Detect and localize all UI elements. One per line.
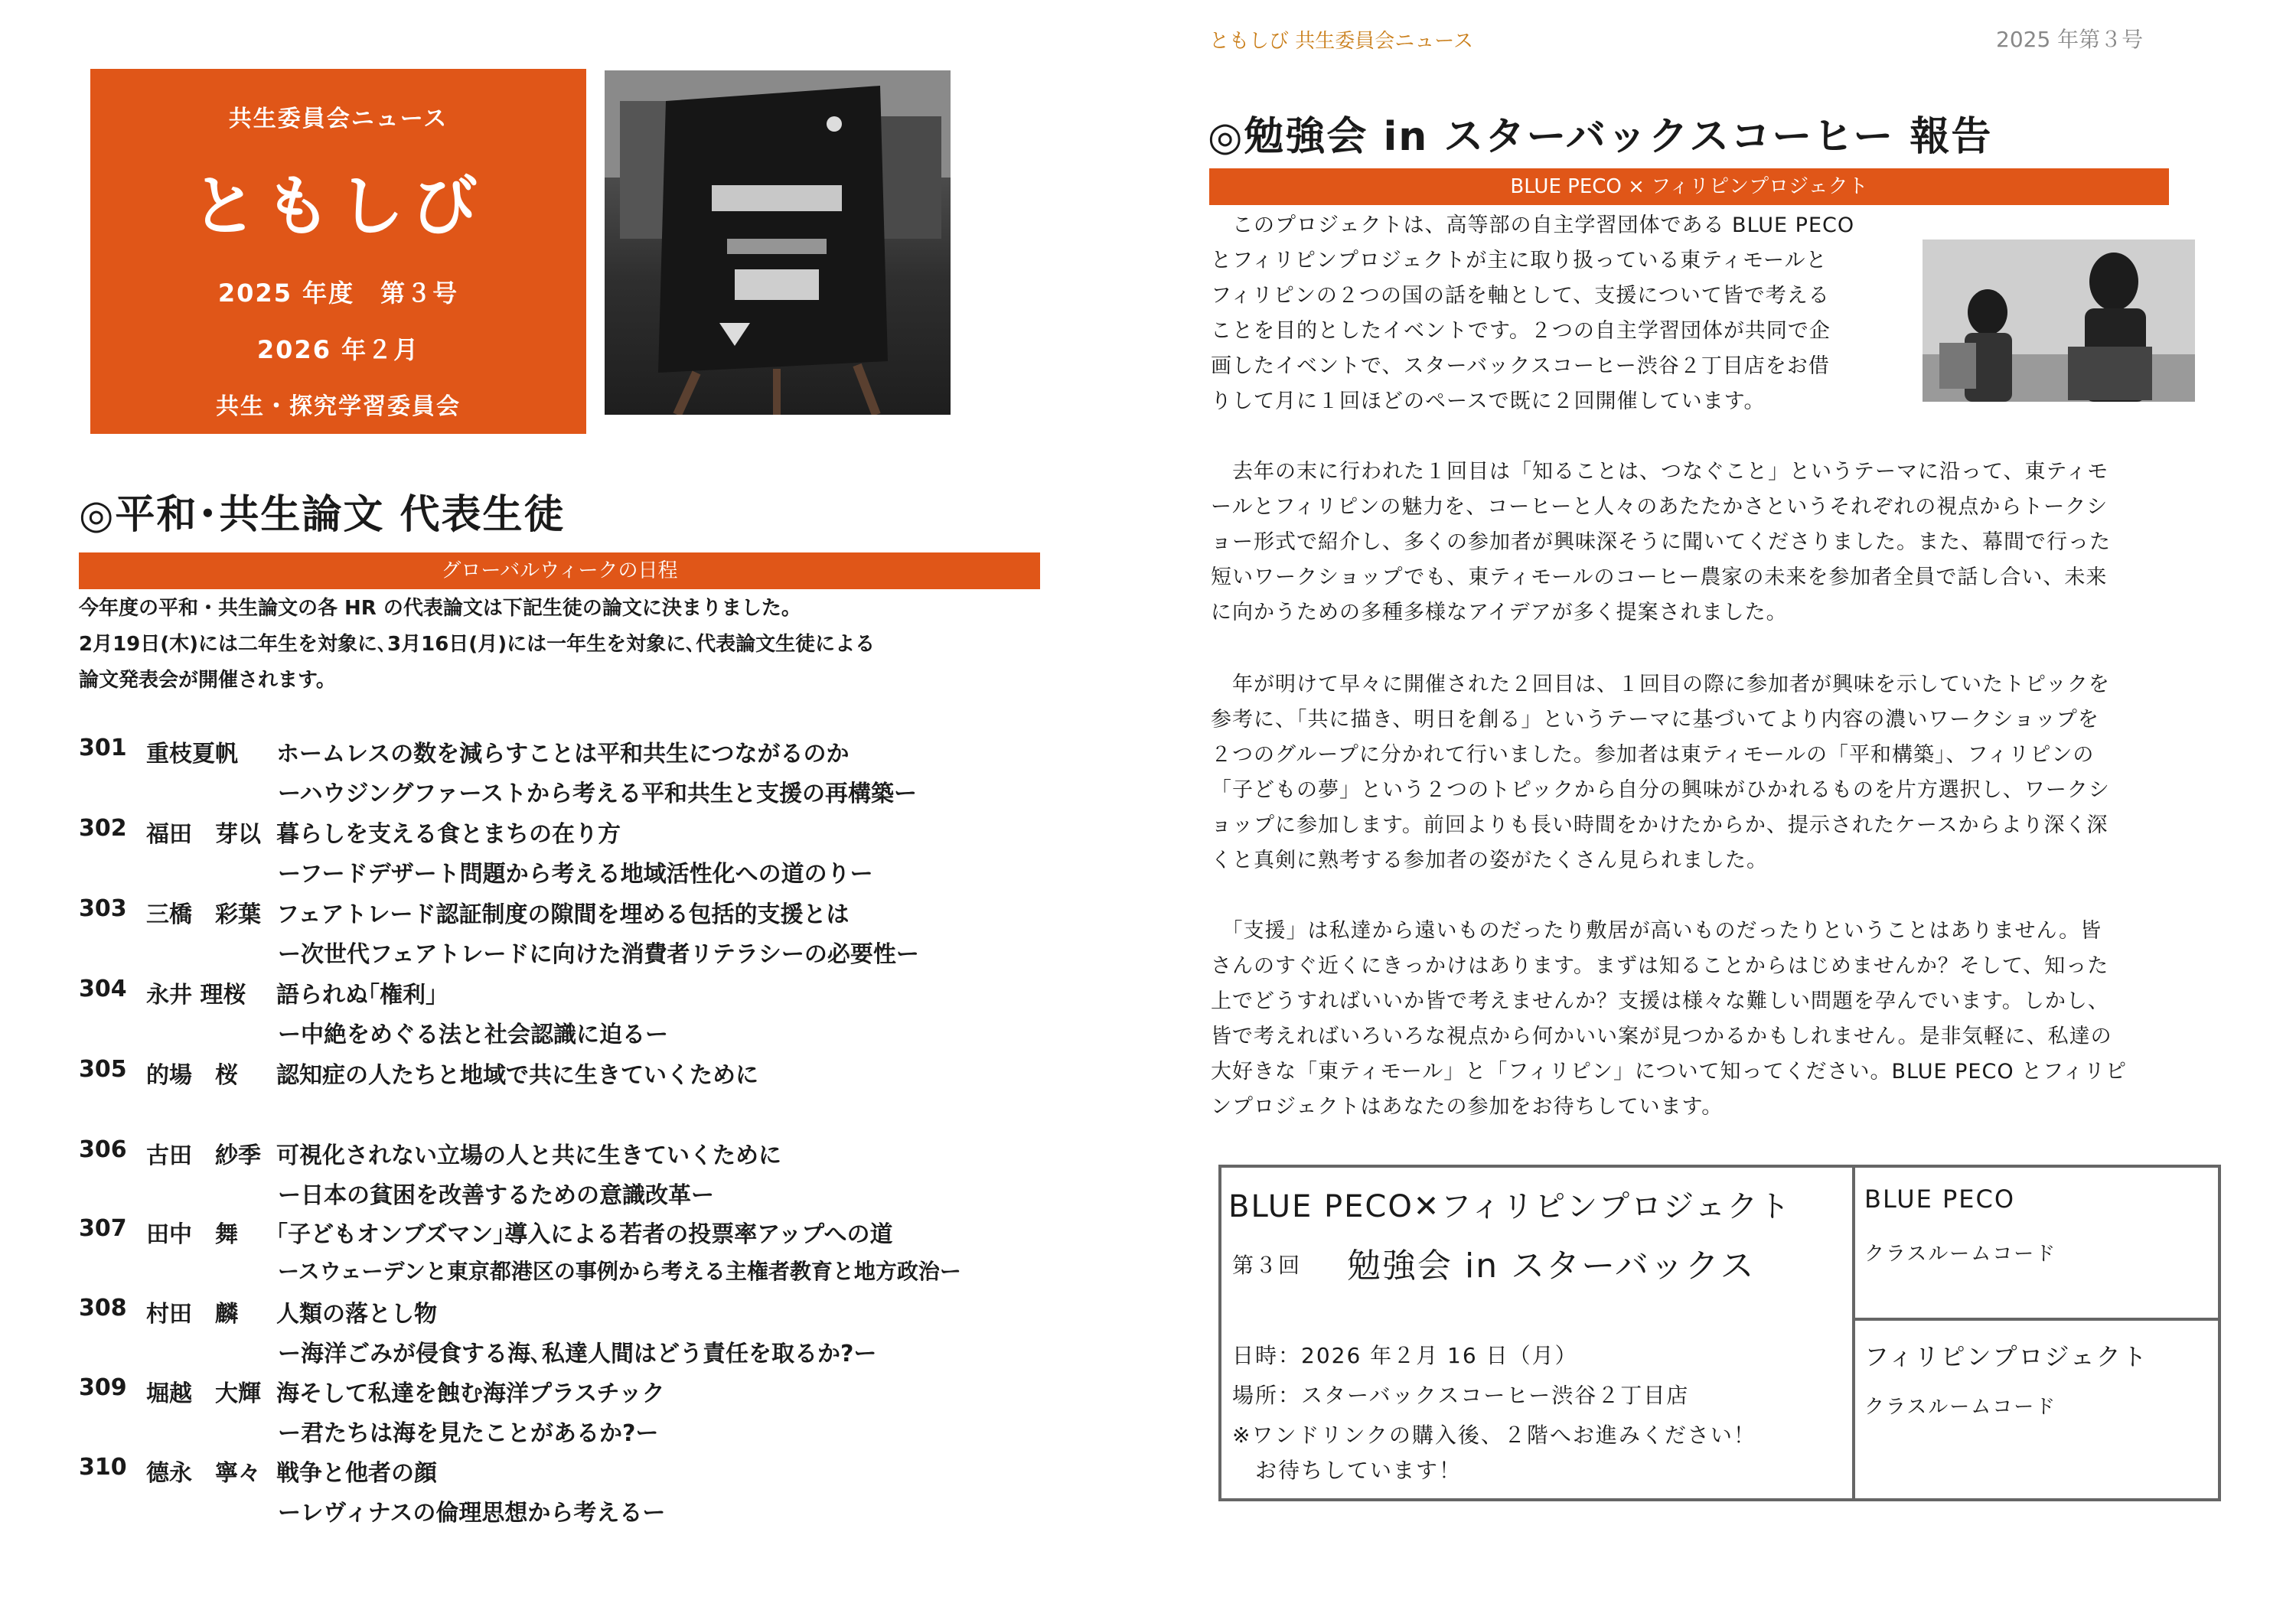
text-line: ことを目的としたイベントです。２つの自主学習団体が共同で企 <box>1211 319 1831 343</box>
text-line: フィリピンの２つの国の話を軸として、支援について皆で考える <box>1211 284 1830 308</box>
event-title-line-2: 勉強会 in スターバックス <box>1347 1247 1756 1286</box>
text-line: 去年の末に行われた１回目は「知ることは、つなぐこと」というテーマに沿って、東ティモ <box>1211 460 2109 484</box>
paper-title: 暮らしを支える食とまちの在り方 <box>276 821 621 848</box>
newsletter-title-box <box>90 69 586 434</box>
paper-title: 可視化されない立場の人と共に生きていくために <box>276 1142 781 1169</box>
text-line: 「支援」は私達から遠いものだったり敷居が高いものだったりということはありません。皆 <box>1211 919 2102 943</box>
students-photo <box>1923 240 2195 402</box>
paper-title: 海そして私達を蝕む海洋プラスチック <box>276 1380 665 1407</box>
paper-author: 永井 理桜 <box>146 982 246 1009</box>
text-line: 「子どもの夢」という２つのトピックから自分の興味がひかれるものを片方選択し、ワークシ <box>1211 778 2110 802</box>
event-title-line-1: BLUE PECO✕フィリピンプロジェクト <box>1228 1189 1792 1224</box>
paper-title: フェアトレード認証制度の隙間を埋める包括的支援とは <box>276 901 850 928</box>
paper-subtitle: ースウェーデンと東京都港区の事例から考える主権者教育と地方政治ー <box>278 1259 961 1284</box>
paper-author: 福田 芽以 <box>146 821 261 848</box>
text-line: 画したイベントで、スターバックスコーヒー渋谷２丁目店をお借 <box>1211 354 1830 378</box>
series-name: 共生委員会ニュース <box>228 106 448 132</box>
paper-class: 304 <box>79 976 127 1002</box>
text-line: とフィリピンプロジェクトが主に取り扱っている東ティモールと <box>1211 249 1828 272</box>
article-paragraph-1 <box>1211 208 1854 419</box>
left-band-heading: グローバルウィークの日程 <box>79 552 1040 589</box>
event-note: ※ワンドリンクの購入後、２階へお進みください！ <box>1232 1423 1756 1448</box>
paper-class: 308 <box>79 1295 127 1322</box>
paper-author: 古田 紗季 <box>146 1142 261 1169</box>
paper-class: 305 <box>79 1056 127 1083</box>
text-line: ンプロジェクトはあなたの参加をお待ちしています。 <box>1211 1095 1724 1119</box>
text-line: 皆で考えればいろいろな視点から何かいい案が見つかるかもしれません。是非気軽に、私達の <box>1211 1025 2112 1048</box>
text-line: に向かうための多種多様なアイデアが多く提案されました。 <box>1211 601 1788 624</box>
text-line: 上でどうすればいいか皆で考えませんか？支援は様々な難しい問題を孕んでいます。しかし、 <box>1211 989 2109 1013</box>
paper-class: 310 <box>79 1454 127 1481</box>
paper-author: 德永 寧々 <box>146 1460 261 1487</box>
text-line: ールとフィリピンの魅力を、コーヒーと人々のあたたかさというそれぞれの視点からトークシ <box>1211 495 2108 519</box>
article-paragraph-4 <box>1211 914 2127 1125</box>
paper-author: 村田 麟 <box>146 1301 238 1328</box>
text-line: ョップに参加します。前回よりも長い時間をかけたからか、提示されたケースからより深く深 <box>1211 813 2108 837</box>
left-intro <box>79 591 875 699</box>
easel-sign-illustration <box>605 70 951 415</box>
organization: 共生・探究学習委員会 <box>216 393 461 420</box>
paper-title: 語られぬ｢権利｣ <box>276 982 437 1009</box>
text-line: 年が明けて早々に開催された２回目は、１回目の際に参加者が興味を示していたトピックを <box>1211 673 2110 696</box>
text-line: りして月に１回ほどのペースで既に２回開催しています。 <box>1211 389 1766 413</box>
paper-author: 堀越 大輝 <box>146 1380 261 1407</box>
paper-title: ホームレスの数を減らすことは平和共生につながるのか <box>276 741 850 768</box>
box-divider <box>1852 1318 2221 1321</box>
event-place: 場所：スターバックスコーヒー渋谷２丁目店 <box>1232 1383 1690 1408</box>
text-line: さんのすぐ近くにきっかけはあります。まずは知ることからはじめませんか？そして、知った <box>1211 954 2109 978</box>
event-sign-photo <box>605 70 951 415</box>
right-band-heading: BLUE PECO × フィリピンプロジェクト <box>1209 168 2169 205</box>
text-line: このプロジェクトは、高等部の自主学習団体である BLUE PECO <box>1211 213 1855 237</box>
paper-author: 的場 桜 <box>146 1062 238 1089</box>
newsletter-title: ともしび <box>191 168 485 245</box>
article-paragraph-3 <box>1211 667 2110 878</box>
text-line: ョー形式で紹介し、多くの参加者が興味深そうに聞いてくださりました。また、幕間で行った <box>1211 530 2111 554</box>
paper-class: 303 <box>79 895 127 922</box>
event-round: 第３回 <box>1232 1253 1302 1278</box>
paper-author: 田中 舞 <box>146 1221 238 1248</box>
right-section-title: ◎勉強会 in スターバックスコーヒー 報告 <box>1208 114 1993 160</box>
paper-title: 認知症の人たちと地域で共に生きていくために <box>276 1062 758 1089</box>
classroom-group-name: フィリピンプロジェクト <box>1864 1342 2148 1371</box>
paper-class: 309 <box>79 1374 127 1401</box>
paper-subtitle: ー中絶をめぐる法と社会認識に迫るー <box>278 1022 668 1048</box>
paper-subtitle: ー君たちは海を見たことがあるか?ー <box>278 1420 659 1447</box>
intro-line: 2月19日(木)には二年生を対象に､3月16日(月)には一年生を対象に､代表論文生徒による <box>79 633 876 656</box>
article-paragraph-2 <box>1211 455 2111 631</box>
paper-class: 306 <box>79 1136 127 1163</box>
intro-line: 論文発表会が開催されます。 <box>79 669 336 692</box>
paper-subtitle: ー次世代フェアトレードに向けた消費者リテラシーの必要性ー <box>278 941 919 968</box>
paper-author: 三橋 彩葉 <box>146 901 261 928</box>
paper-author: 重枝夏帆 <box>146 741 238 768</box>
intro-line: 今年度の平和・共生論文の各 HR の代表論文は下記生徒の論文に決まりました。 <box>79 597 801 620</box>
paper-subtitle: ー海洋ごみが侵食する海､私達人間はどう責任を取るか?ー <box>278 1341 877 1367</box>
text-line: ２つのグループに分かれて行いました。参加者は東ティモールの「平和構築」、フィリピンの <box>1211 743 2095 767</box>
presenters-illustration <box>1923 240 2195 402</box>
text-line: くと真剣に熟考する参加者の姿がたくさん見られました。 <box>1211 849 1768 872</box>
paper-title: 人類の落とし物 <box>276 1301 437 1328</box>
running-header: ともしび 共生委員会ニュース <box>1209 30 1473 53</box>
text-line: 大好きな「東ティモール」と「フィリピン」について知ってください。BLUE PECO とフィリピ <box>1211 1060 2128 1084</box>
paper-class: 302 <box>79 815 127 842</box>
paper-title: 戦争と他者の顔 <box>276 1460 437 1487</box>
classroom-code-label: クラスルームコード <box>1864 1243 2057 1266</box>
text-line: 短いワークショップでも、東ティモールのコーヒー農家の未来を参加者全員で話し合い、未来 <box>1211 565 2108 589</box>
paper-subtitle: ー日本の貧困を改善するための意識改革ー <box>278 1182 714 1209</box>
paper-subtitle: ーハウジングファーストから考える平和共生と支援の再構築ー <box>278 781 918 807</box>
classroom-group-name: BLUE PECO <box>1864 1185 2016 1214</box>
paper-class: 307 <box>79 1215 127 1242</box>
issue-number: 2025 年度 第３号 <box>217 279 459 308</box>
paper-subtitle: ーフードデザート問題から考える地域活性化への道のりー <box>278 861 873 888</box>
event-note: お待ちしています！ <box>1255 1458 1463 1483</box>
classroom-code-label: クラスルームコード <box>1864 1396 2057 1419</box>
event-date: 日時：2026 年２月 16 日（月） <box>1232 1343 1578 1368</box>
paper-subtitle: ーレヴィナスの倫理思想から考えるー <box>278 1500 666 1527</box>
running-issue: 2025 年第３号 <box>1996 27 2144 52</box>
paper-class: 301 <box>79 735 127 761</box>
issue-date: 2026 年２月 <box>256 335 420 364</box>
paper-title: ｢子どもオンブズマン｣導入による若者の投票率アップへの道 <box>276 1221 893 1248</box>
text-line: 参考に、「共に描き、明日を創る」というテーマに基づいてより内容の濃いワークショップを <box>1211 708 2099 732</box>
box-divider <box>1852 1165 1855 1501</box>
left-section-title: ◎平和･共生論文 代表生徒 <box>79 492 566 538</box>
